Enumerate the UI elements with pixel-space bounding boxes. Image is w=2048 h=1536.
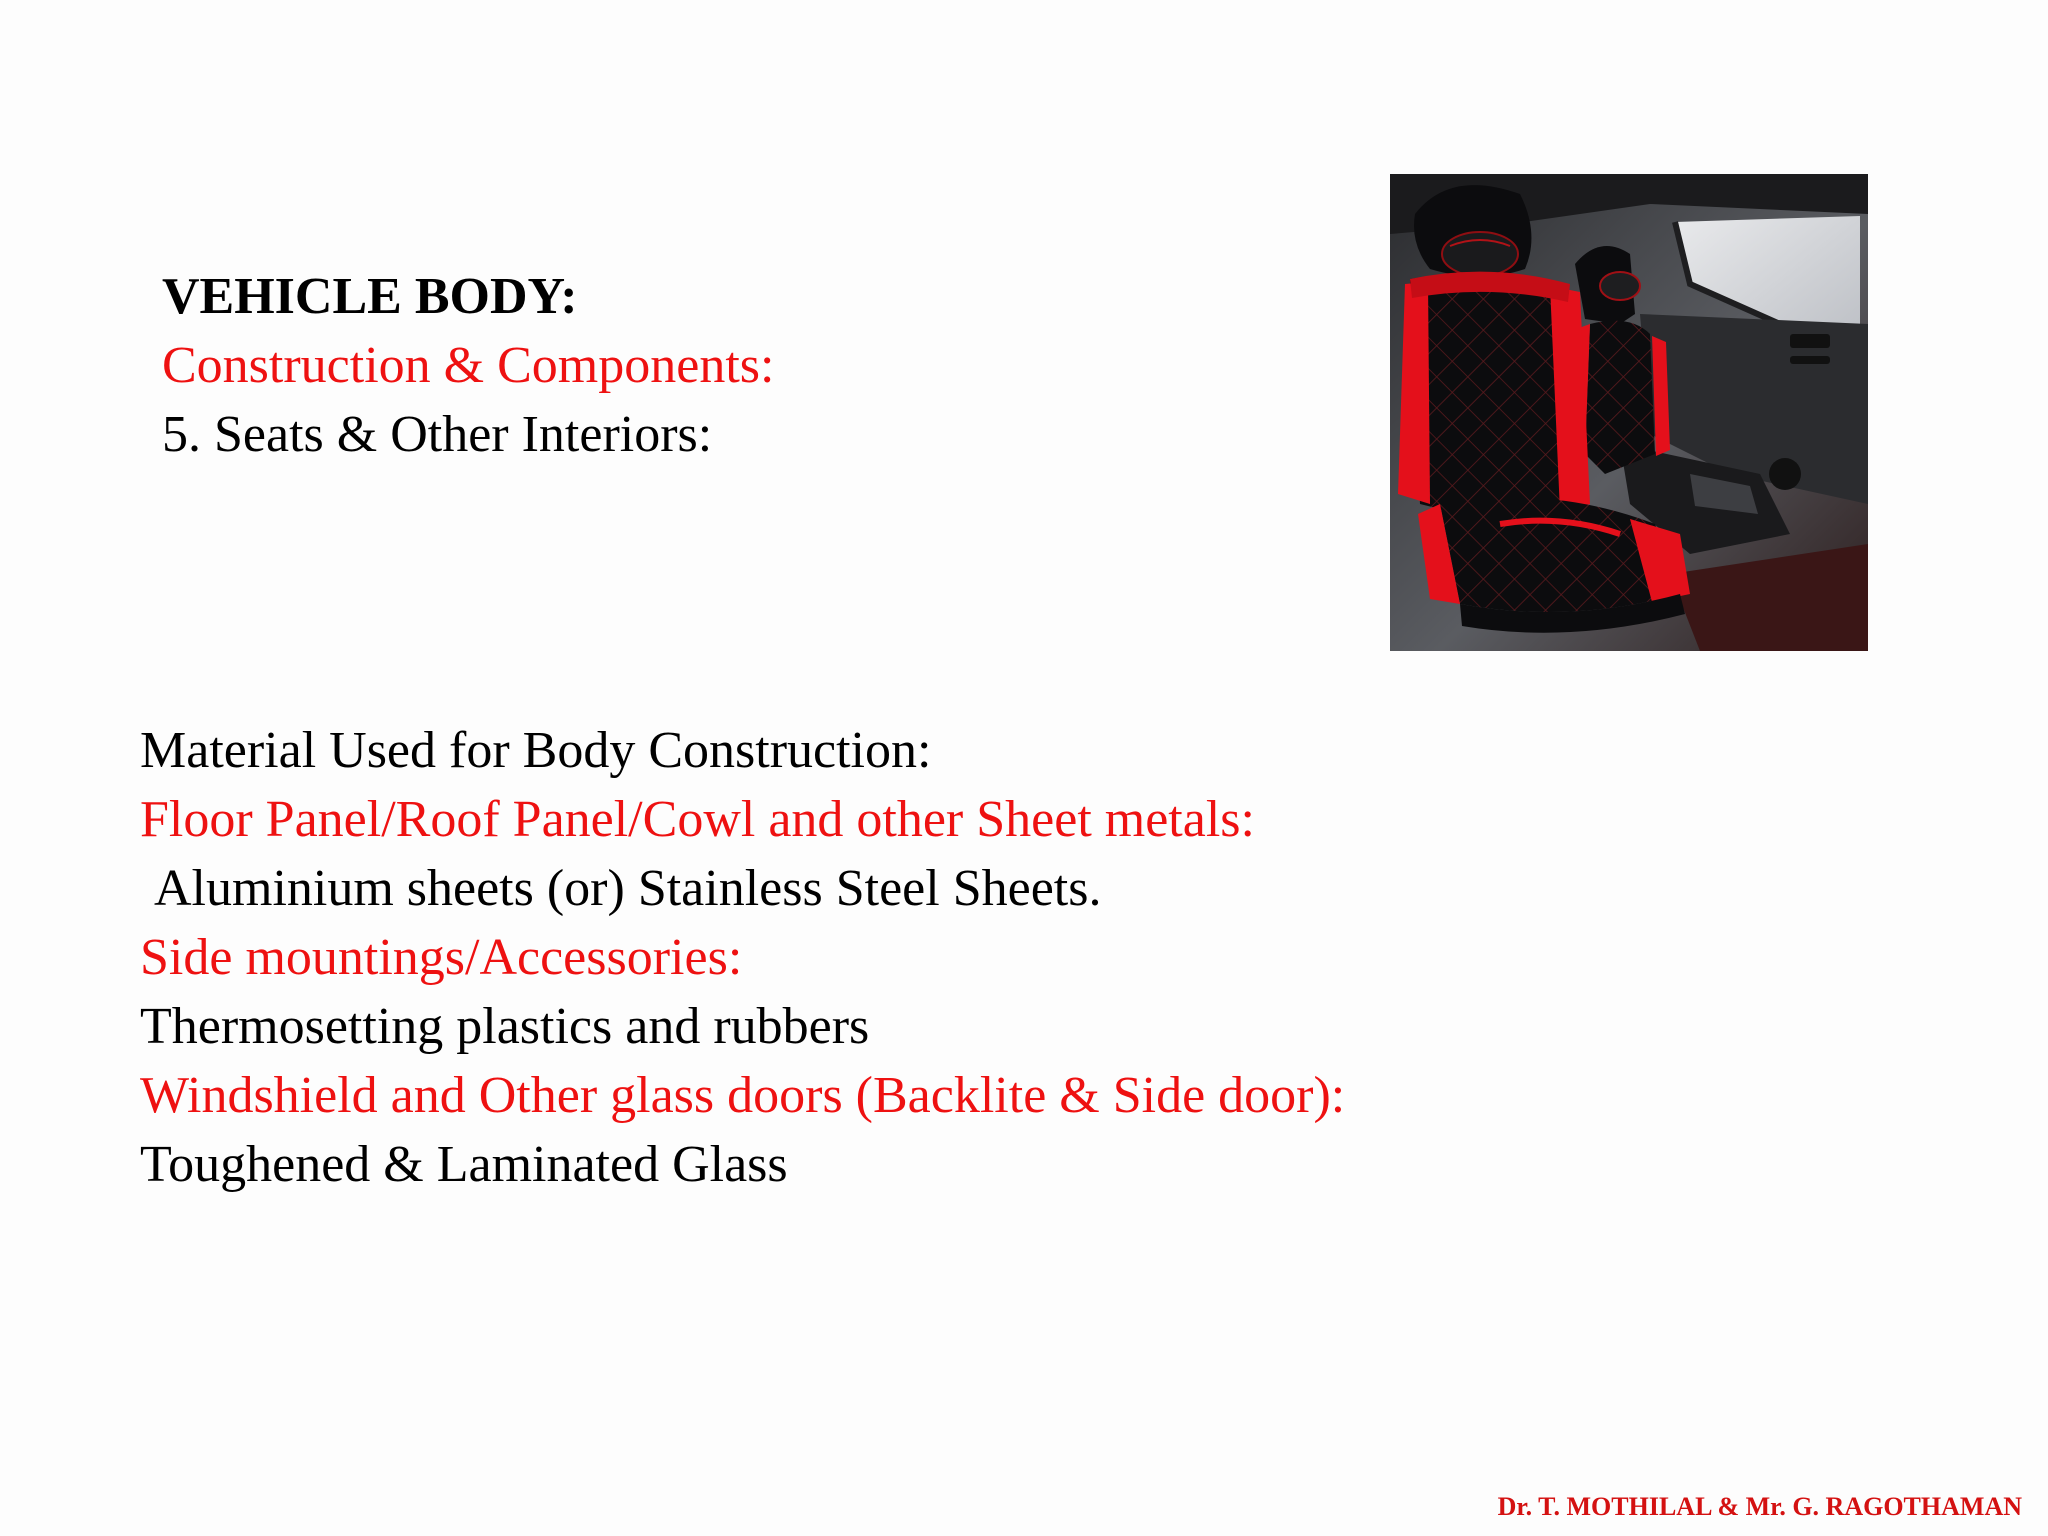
car-seat-photo [1390,174,1868,651]
material-category: Side mountings/Accessories: [140,929,743,986]
slide-subtitle: Construction & Components: [162,337,775,394]
title-block [162,262,1162,469]
material-value: Thermosetting plastics and rubbers [140,998,870,1055]
materials-intro: Material Used for Body Construction: [140,722,932,779]
slide-title: VEHICLE BODY: [162,268,578,325]
car-seat-illustration [1390,174,1868,651]
material-category: Floor Panel/Roof Panel/Cowl and other Sheet metals: [140,791,1255,848]
material-value: Aluminium sheets (or) Stainless Steel Sheets. [154,860,1102,917]
material-value: Toughened & Laminated Glass [140,1136,788,1193]
section-heading: 5. Seats & Other Interiors: [162,406,713,463]
materials-list [140,716,1740,1199]
material-category: Windshield and Other glass doors (Backlite & Side door): [140,1067,1346,1124]
footer-authors: Dr. T. MOTHILAL & Mr. G. RAGOTHAMAN [1497,1492,2022,1521]
